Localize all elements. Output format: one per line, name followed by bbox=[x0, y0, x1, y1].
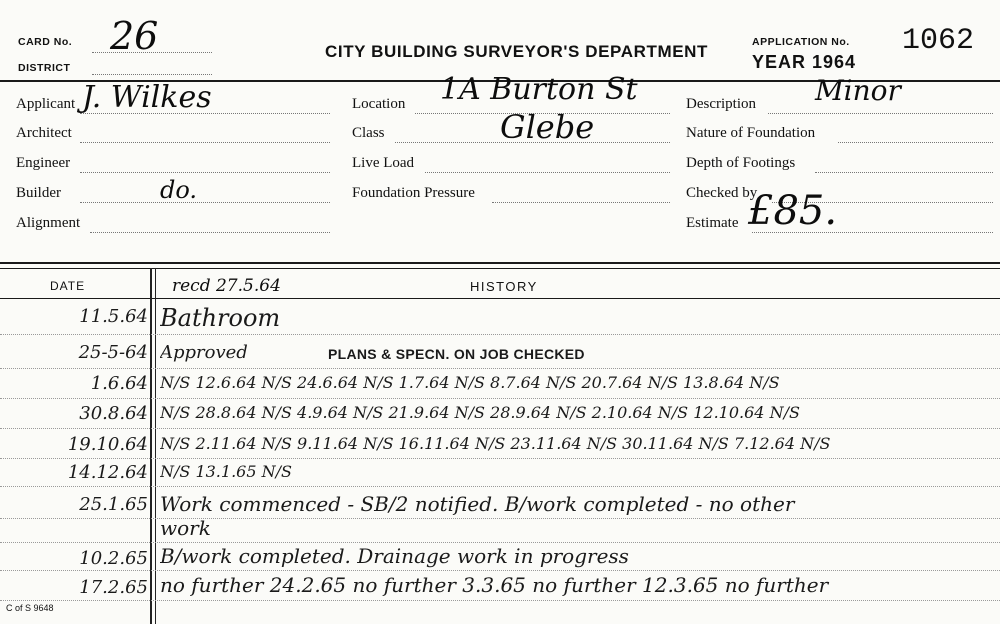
department-title: CITY BUILDING SURVEYOR'S DEPARTMENT bbox=[325, 42, 709, 61]
class-label: Class bbox=[352, 125, 385, 141]
history-row-date: 1.6.64 bbox=[90, 373, 148, 394]
description-value: Minor bbox=[815, 74, 901, 107]
engineer-underline bbox=[80, 172, 330, 173]
history-row-date: 10.2.65 bbox=[79, 548, 148, 569]
history-row-date: 14.12.64 bbox=[67, 462, 148, 483]
history-row-text: N/S 13.1.65 N/S bbox=[160, 462, 292, 481]
applicant-underline bbox=[80, 113, 330, 114]
history-row-text: Bathroom bbox=[160, 304, 281, 332]
foundation-pressure-label: Foundation Pressure bbox=[352, 185, 475, 201]
section-divider-top bbox=[0, 262, 1000, 264]
application-no-label: APPLICATION No. bbox=[752, 36, 850, 48]
builder-underline bbox=[80, 202, 330, 203]
card-no-value: 26 bbox=[110, 14, 159, 58]
application-no-value: 1062 bbox=[902, 24, 975, 58]
history-row-date: 25.1.65 bbox=[79, 494, 148, 515]
history-row-rule bbox=[0, 398, 1000, 399]
history-row-date: 30.8.64 bbox=[79, 403, 148, 424]
plans-checked-stamp: PLANS & SPECN. ON JOB CHECKED bbox=[328, 346, 585, 362]
applicant-label: Applicant bbox=[16, 96, 76, 112]
history-row-date: 17.2.65 bbox=[79, 577, 148, 598]
nature-underline bbox=[838, 142, 993, 143]
history-row-text: Work commenced - SB/2 notified. B/work completed - no other bbox=[160, 492, 795, 516]
applicant-value: J. Wilkes bbox=[82, 80, 212, 115]
history-row-text: B/work completed. Drainage work in progress bbox=[160, 544, 629, 568]
estimate-value: £85. bbox=[748, 188, 838, 234]
card-no-label: CARD No. bbox=[18, 36, 73, 48]
date-column-header: DATE bbox=[50, 279, 86, 293]
history-row-rule bbox=[0, 334, 1000, 335]
location-label: Location bbox=[352, 96, 406, 112]
builder-value: do. bbox=[160, 176, 198, 204]
history-row-date: 19.10.64 bbox=[67, 434, 148, 455]
class-underline bbox=[395, 142, 670, 143]
history-row-rule bbox=[0, 570, 1000, 571]
district-label: DISTRICT bbox=[18, 62, 71, 74]
district-underline bbox=[92, 74, 212, 75]
received-note: recd 27.5.64 bbox=[172, 276, 281, 296]
alignment-label: Alignment bbox=[16, 215, 81, 231]
foundation-pressure-underline bbox=[492, 202, 670, 203]
estimate-label: Estimate bbox=[686, 215, 739, 231]
description-underline bbox=[768, 113, 993, 114]
card-no-underline bbox=[92, 52, 212, 53]
nature-label: Nature of Foundation bbox=[686, 125, 816, 141]
history-row-text: work bbox=[160, 516, 211, 540]
depth-label: Depth of Footings bbox=[686, 155, 796, 171]
location-value: 1A Burton St bbox=[440, 72, 638, 107]
estimate-underline bbox=[752, 232, 993, 233]
live-load-underline bbox=[425, 172, 670, 173]
architect-underline bbox=[80, 142, 330, 143]
history-row-text: no further 24.2.65 no further 3.3.65 no further 12.3.65 no further bbox=[160, 573, 829, 597]
history-column-header: HISTORY bbox=[470, 279, 538, 294]
history-row-date: 25-5-64 bbox=[78, 342, 148, 363]
history-row-rule bbox=[0, 486, 1000, 487]
history-row-date: 11.5.64 bbox=[79, 306, 148, 327]
alignment-underline bbox=[90, 232, 330, 233]
depth-underline bbox=[815, 172, 993, 173]
description-label: Description bbox=[686, 96, 756, 112]
history-row-rule bbox=[0, 458, 1000, 459]
class-value: Glebe bbox=[500, 108, 595, 146]
history-row-text: N/S 2.11.64 N/S 9.11.64 N/S 16.11.64 N/S 23.11.64 N/S 30.11.64 N/S 7.12.64 N/S bbox=[160, 434, 831, 453]
history-row-rule bbox=[0, 428, 1000, 429]
history-row-rule bbox=[0, 542, 1000, 543]
history-row-text: Approved bbox=[160, 342, 248, 363]
live-load-label: Live Load bbox=[352, 155, 415, 171]
history-row-text: N/S 28.8.64 N/S 4.9.64 N/S 21.9.64 N/S 28.9.64 N/S 2.10.64 N/S 12.10.64 N/S bbox=[160, 403, 800, 422]
year-label: YEAR 1964 bbox=[752, 52, 857, 72]
history-row-text: N/S 12.6.64 N/S 24.6.64 N/S 1.7.64 N/S 8.7.64 N/S 20.7.64 N/S 13.8.64 N/S bbox=[160, 373, 780, 392]
checked-by-label: Checked by bbox=[686, 185, 758, 201]
engineer-label: Engineer bbox=[16, 155, 71, 171]
history-row-rule bbox=[0, 368, 1000, 369]
history-row-rule bbox=[0, 600, 1000, 601]
architect-label: Architect bbox=[16, 125, 72, 141]
builder-label: Builder bbox=[16, 185, 61, 201]
form-code: C of S 9648 bbox=[6, 603, 54, 613]
